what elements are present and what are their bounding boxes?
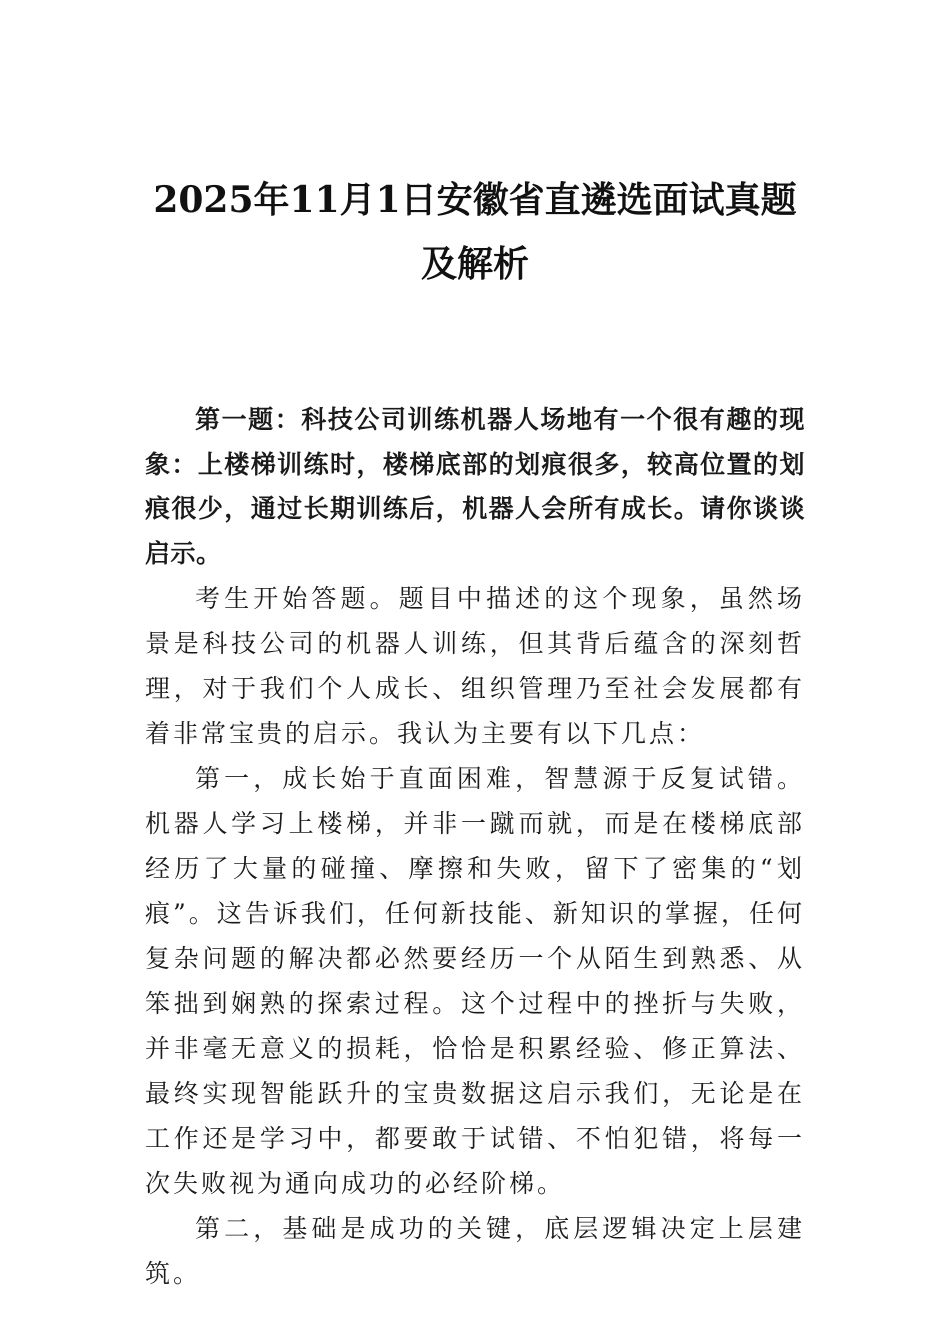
answer-point-one-paragraph: 第一，成长始于直面困难，智慧源于反复试错。机器人学习上楼梯，并非一蹴而就，而是在楼梯底部经历了大量的碰撞、摩擦和失败，留下了密集的“划痕”。这告诉我们，任何新技能、新知识的掌握，任何复杂问题的解决都必然要经历一个从陌生到熟悉、从笨拙到娴熟的探索过程。这个过程中的挫折与失败，并非毫无意义的损耗，恰恰是积累经验、修正算法、最终实现智能跃升的宝贵数据这启示我们，无论是在工作还是学习中，都要敢于试错、不怕犯错，将每一次失败视为通向成功的必经阶梯。: [145, 764, 805, 1198]
question-paragraph: 第一题：科技公司训练机器人场地有一个很有趣的现象：上楼梯训练时，楼梯底部的划痕很多，较高位置的划痕很少，通过长期训练后，机器人会所有成长。请你谈谈启示。: [145, 405, 805, 568]
answer-point-two-paragraph: 第二，基础是成功的关键，底层逻辑决定上层建筑。: [145, 1214, 805, 1288]
document-title: 2025年11月1日安徽省直遴选面试真题及解析: [153, 179, 797, 285]
answer-intro-paragraph: 考生开始答题。题目中描述的这个现象，虽然场景是科技公司的机器人训练，但其背后蕴含的深刻哲理，对于我们个人成长、组织管理乃至社会发展都有着非常宝贵的启示。我认为主要有以下几点：: [145, 584, 805, 748]
document-body: [145, 398, 805, 1296]
